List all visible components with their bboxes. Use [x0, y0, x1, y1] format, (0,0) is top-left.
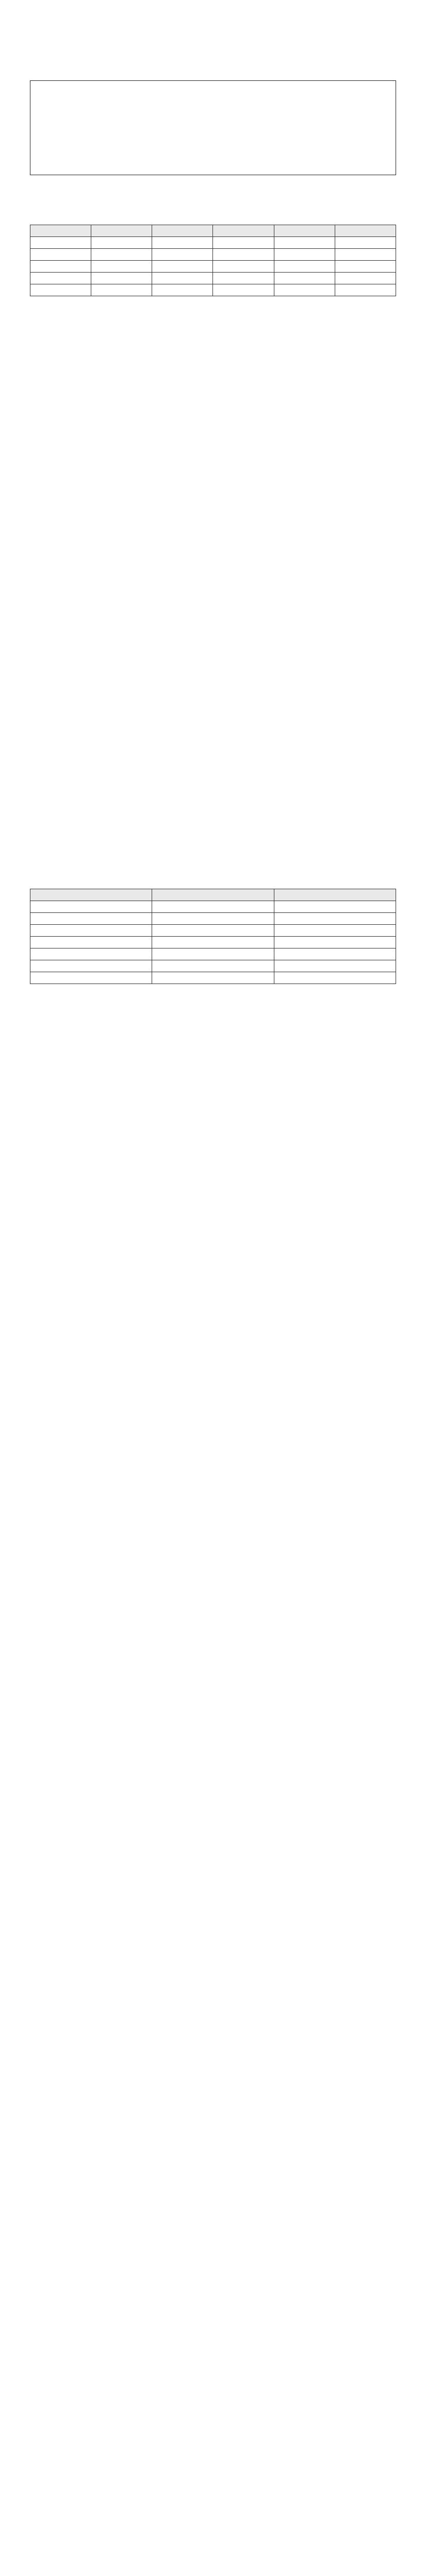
section-line — [37, 1569, 396, 1578]
section-line — [37, 395, 396, 404]
table-row — [30, 249, 396, 261]
section-line — [37, 1349, 396, 1358]
table-cell — [30, 273, 91, 284]
section-line — [37, 576, 396, 585]
section-line — [37, 799, 396, 807]
section-line — [37, 1215, 396, 1224]
table-row — [30, 284, 396, 296]
section-line — [37, 1274, 396, 1282]
section-line — [37, 1819, 396, 1827]
section-heading — [30, 191, 396, 200]
table-cell — [91, 249, 152, 261]
section-line — [37, 1303, 396, 1312]
section-line — [37, 530, 396, 538]
section-line — [37, 366, 396, 375]
section-line — [37, 1435, 396, 1444]
table-header-row — [30, 889, 396, 901]
notice-line — [37, 161, 389, 169]
section-note — [37, 988, 396, 996]
section — [30, 1691, 396, 1742]
table-row — [30, 273, 396, 284]
section-line — [37, 740, 396, 749]
section-line — [37, 1809, 396, 1818]
section-line — [37, 1520, 396, 1529]
footer-organization — [30, 1955, 396, 1967]
section-heading — [30, 564, 396, 573]
notice-line — [37, 112, 389, 120]
section-line — [37, 1225, 396, 1233]
section-line — [37, 1877, 396, 1886]
section-line — [37, 1425, 396, 1434]
table-cell — [152, 273, 213, 284]
table-row — [30, 925, 396, 937]
section-line — [37, 1828, 396, 1837]
table-cell — [274, 972, 396, 984]
section-line — [37, 1244, 396, 1253]
section-line — [37, 490, 396, 499]
section-line — [37, 1369, 396, 1378]
table-cell — [274, 937, 396, 948]
section-line — [37, 385, 396, 394]
table-cell — [274, 960, 396, 972]
table-cell — [335, 237, 396, 249]
table-cell — [213, 237, 274, 249]
section-line — [37, 1657, 396, 1666]
section-line — [37, 1733, 396, 1742]
section — [30, 564, 396, 692]
table-row — [30, 972, 396, 984]
section — [30, 1479, 396, 1676]
table-row — [30, 948, 396, 960]
section-line — [37, 1340, 396, 1348]
table-cell — [152, 913, 274, 925]
section-line — [37, 779, 396, 788]
section-note — [37, 1008, 396, 1016]
table-header-cell — [274, 889, 396, 901]
table-cell — [152, 937, 274, 948]
section — [30, 708, 396, 1084]
section-line — [37, 615, 396, 624]
notice-line — [37, 104, 389, 111]
table-row — [30, 937, 396, 948]
table-cell — [152, 925, 274, 937]
section-line — [37, 346, 396, 355]
section-table — [30, 889, 396, 984]
section-line — [37, 434, 396, 443]
table-row — [30, 960, 396, 972]
section-line — [37, 654, 396, 663]
table-cell — [335, 249, 396, 261]
section-line — [37, 877, 396, 886]
section-line — [37, 481, 396, 489]
table-cell — [30, 925, 152, 937]
table-row — [30, 237, 396, 249]
notice-title — [37, 85, 389, 93]
section-line — [37, 720, 396, 729]
section — [30, 1757, 396, 1916]
section-line — [37, 674, 396, 683]
section-line — [37, 1887, 396, 1896]
table-cell — [30, 284, 91, 296]
section-line — [37, 1897, 396, 1906]
section-line — [37, 1780, 396, 1788]
section-line — [37, 664, 396, 673]
section-line — [37, 1445, 396, 1453]
table-cell — [152, 249, 213, 261]
section-heading — [30, 1413, 396, 1422]
notice-line — [37, 120, 389, 128]
section-line — [37, 1501, 396, 1510]
table-row — [30, 913, 396, 925]
section-line — [37, 539, 396, 548]
notice-line — [37, 137, 389, 144]
section-line — [37, 1530, 396, 1539]
section — [30, 1100, 396, 1141]
section-line — [37, 1122, 396, 1131]
section-line — [37, 1723, 396, 1732]
section-heading — [30, 1156, 396, 1165]
table-cell — [274, 901, 396, 913]
section-line — [37, 203, 396, 212]
section-heading — [30, 1100, 396, 1109]
section-note — [37, 1027, 396, 1036]
table-header-cell — [91, 225, 152, 237]
intro-paragraph — [30, 30, 396, 50]
footer-date — [30, 1936, 396, 1945]
table-cell — [274, 273, 335, 284]
section — [30, 1156, 396, 1187]
table-header-cell — [152, 225, 213, 237]
section-line — [37, 1618, 396, 1627]
table-cell — [91, 261, 152, 273]
section-line — [37, 1907, 396, 1916]
section — [30, 1413, 396, 1463]
section-line — [37, 759, 396, 768]
section-heading — [30, 708, 396, 717]
table-cell — [274, 261, 335, 273]
table-cell — [274, 925, 396, 937]
section-line — [37, 376, 396, 384]
table-header-row — [30, 225, 396, 237]
section — [30, 1202, 396, 1312]
table-header-cell — [30, 889, 152, 901]
section-line — [37, 857, 396, 866]
table-cell — [30, 972, 152, 984]
section-line — [37, 1454, 396, 1463]
section-heading — [30, 1202, 396, 1212]
section-table — [30, 225, 396, 296]
table-cell — [335, 284, 396, 296]
table-cell — [274, 237, 335, 249]
section-line — [37, 818, 396, 827]
section — [30, 1327, 396, 1397]
section-line — [37, 1638, 396, 1647]
section-line — [37, 1599, 396, 1607]
section-line — [37, 1704, 396, 1713]
table-cell — [213, 284, 274, 296]
table-cell — [335, 261, 396, 273]
section-line — [37, 1234, 396, 1243]
table-cell — [274, 948, 396, 960]
section-heading — [30, 1757, 396, 1767]
section-note — [37, 998, 396, 1006]
section-line — [37, 1868, 396, 1876]
section-line — [37, 471, 396, 480]
section-line — [37, 213, 396, 222]
section-note — [37, 1018, 396, 1026]
table-cell — [335, 273, 396, 284]
section-line — [37, 1560, 396, 1568]
section-line — [37, 1579, 396, 1588]
section-line — [37, 1359, 396, 1368]
section — [30, 191, 396, 318]
table-cell — [274, 284, 335, 296]
section-heading — [30, 1479, 396, 1488]
table-cell — [152, 261, 213, 273]
section-line — [37, 1283, 396, 1292]
table-header-cell — [335, 225, 396, 237]
section-line — [37, 1608, 396, 1617]
section-note — [37, 1037, 396, 1045]
sections-container — [30, 191, 396, 1916]
table-cell — [152, 960, 274, 972]
section-line — [37, 635, 396, 643]
section-line — [37, 684, 396, 692]
section-line — [37, 1511, 396, 1519]
notice-line — [37, 95, 389, 103]
table-cell — [30, 237, 91, 249]
table-cell — [30, 913, 152, 925]
table-header-cell — [213, 225, 274, 237]
issuer-name — [30, 65, 396, 73]
section-line — [37, 520, 396, 529]
section-note — [37, 1076, 396, 1084]
section-heading — [30, 1691, 396, 1701]
table-cell — [152, 237, 213, 249]
section-heading — [30, 334, 396, 343]
table-cell — [274, 249, 335, 261]
table-cell — [152, 284, 213, 296]
section-line — [37, 645, 396, 653]
table-cell — [91, 284, 152, 296]
section-line — [37, 789, 396, 798]
section-line — [37, 1628, 396, 1637]
section-note — [37, 300, 396, 309]
section-line — [37, 405, 396, 414]
section-line — [37, 1540, 396, 1549]
notice-line — [37, 145, 389, 152]
section-line — [37, 1589, 396, 1598]
section-line — [37, 1491, 396, 1500]
section-line — [37, 1550, 396, 1558]
section-line — [37, 1838, 396, 1847]
section-line — [37, 1264, 396, 1273]
section-line — [37, 1168, 396, 1177]
section-line — [37, 1799, 396, 1808]
table-row — [30, 261, 396, 273]
table-header-cell — [30, 225, 91, 237]
table-cell — [91, 273, 152, 284]
table-header-cell — [152, 889, 274, 901]
table-cell — [152, 972, 274, 984]
section-line — [37, 1770, 396, 1778]
section-line — [37, 625, 396, 634]
section-note — [37, 1047, 396, 1055]
section-line — [37, 1112, 396, 1121]
section-line — [37, 1858, 396, 1867]
section-line — [37, 730, 396, 739]
section-line — [37, 1293, 396, 1302]
table-cell — [91, 237, 152, 249]
section-line — [37, 808, 396, 817]
table-cell — [213, 261, 274, 273]
section-line — [37, 769, 396, 778]
section-line — [37, 750, 396, 758]
section-line — [37, 356, 396, 365]
section-line — [37, 605, 396, 614]
table-cell — [152, 901, 274, 913]
table-cell — [213, 273, 274, 284]
section-note — [37, 1066, 396, 1075]
section-line — [37, 586, 396, 595]
section-heading — [30, 1327, 396, 1336]
section-line — [37, 1379, 396, 1387]
section-line — [37, 1789, 396, 1798]
notice-line — [37, 128, 389, 136]
table-cell — [274, 913, 396, 925]
section-line — [37, 838, 396, 846]
date-block — [30, 57, 396, 73]
table-cell — [152, 948, 274, 960]
table-cell — [30, 901, 152, 913]
table-cell — [30, 249, 91, 261]
section — [30, 459, 396, 548]
section — [30, 334, 396, 443]
section-line — [37, 1667, 396, 1676]
table-cell — [30, 960, 152, 972]
notice-line — [37, 153, 389, 161]
table-cell — [213, 249, 274, 261]
section-line — [37, 1714, 396, 1722]
section-line — [37, 500, 396, 509]
section-line — [37, 1848, 396, 1857]
section-line — [37, 828, 396, 837]
section-heading — [30, 459, 396, 468]
section-line — [37, 425, 396, 433]
table-row — [30, 901, 396, 913]
section-line — [37, 1132, 396, 1141]
section-line — [37, 415, 396, 423]
section-line — [37, 596, 396, 604]
announcement-date — [30, 57, 396, 65]
section-line — [37, 1178, 396, 1187]
section-line — [37, 1254, 396, 1263]
table-cell — [30, 261, 91, 273]
notice-box — [30, 80, 396, 175]
table-cell — [30, 948, 152, 960]
table-header-cell — [274, 225, 335, 237]
section-line — [37, 510, 396, 519]
section-line — [37, 867, 396, 876]
section-line — [37, 1648, 396, 1656]
table-cell — [30, 937, 152, 948]
section-line — [37, 1388, 396, 1397]
section-line — [37, 848, 396, 856]
section-note — [37, 310, 396, 318]
section-note — [37, 1057, 396, 1065]
